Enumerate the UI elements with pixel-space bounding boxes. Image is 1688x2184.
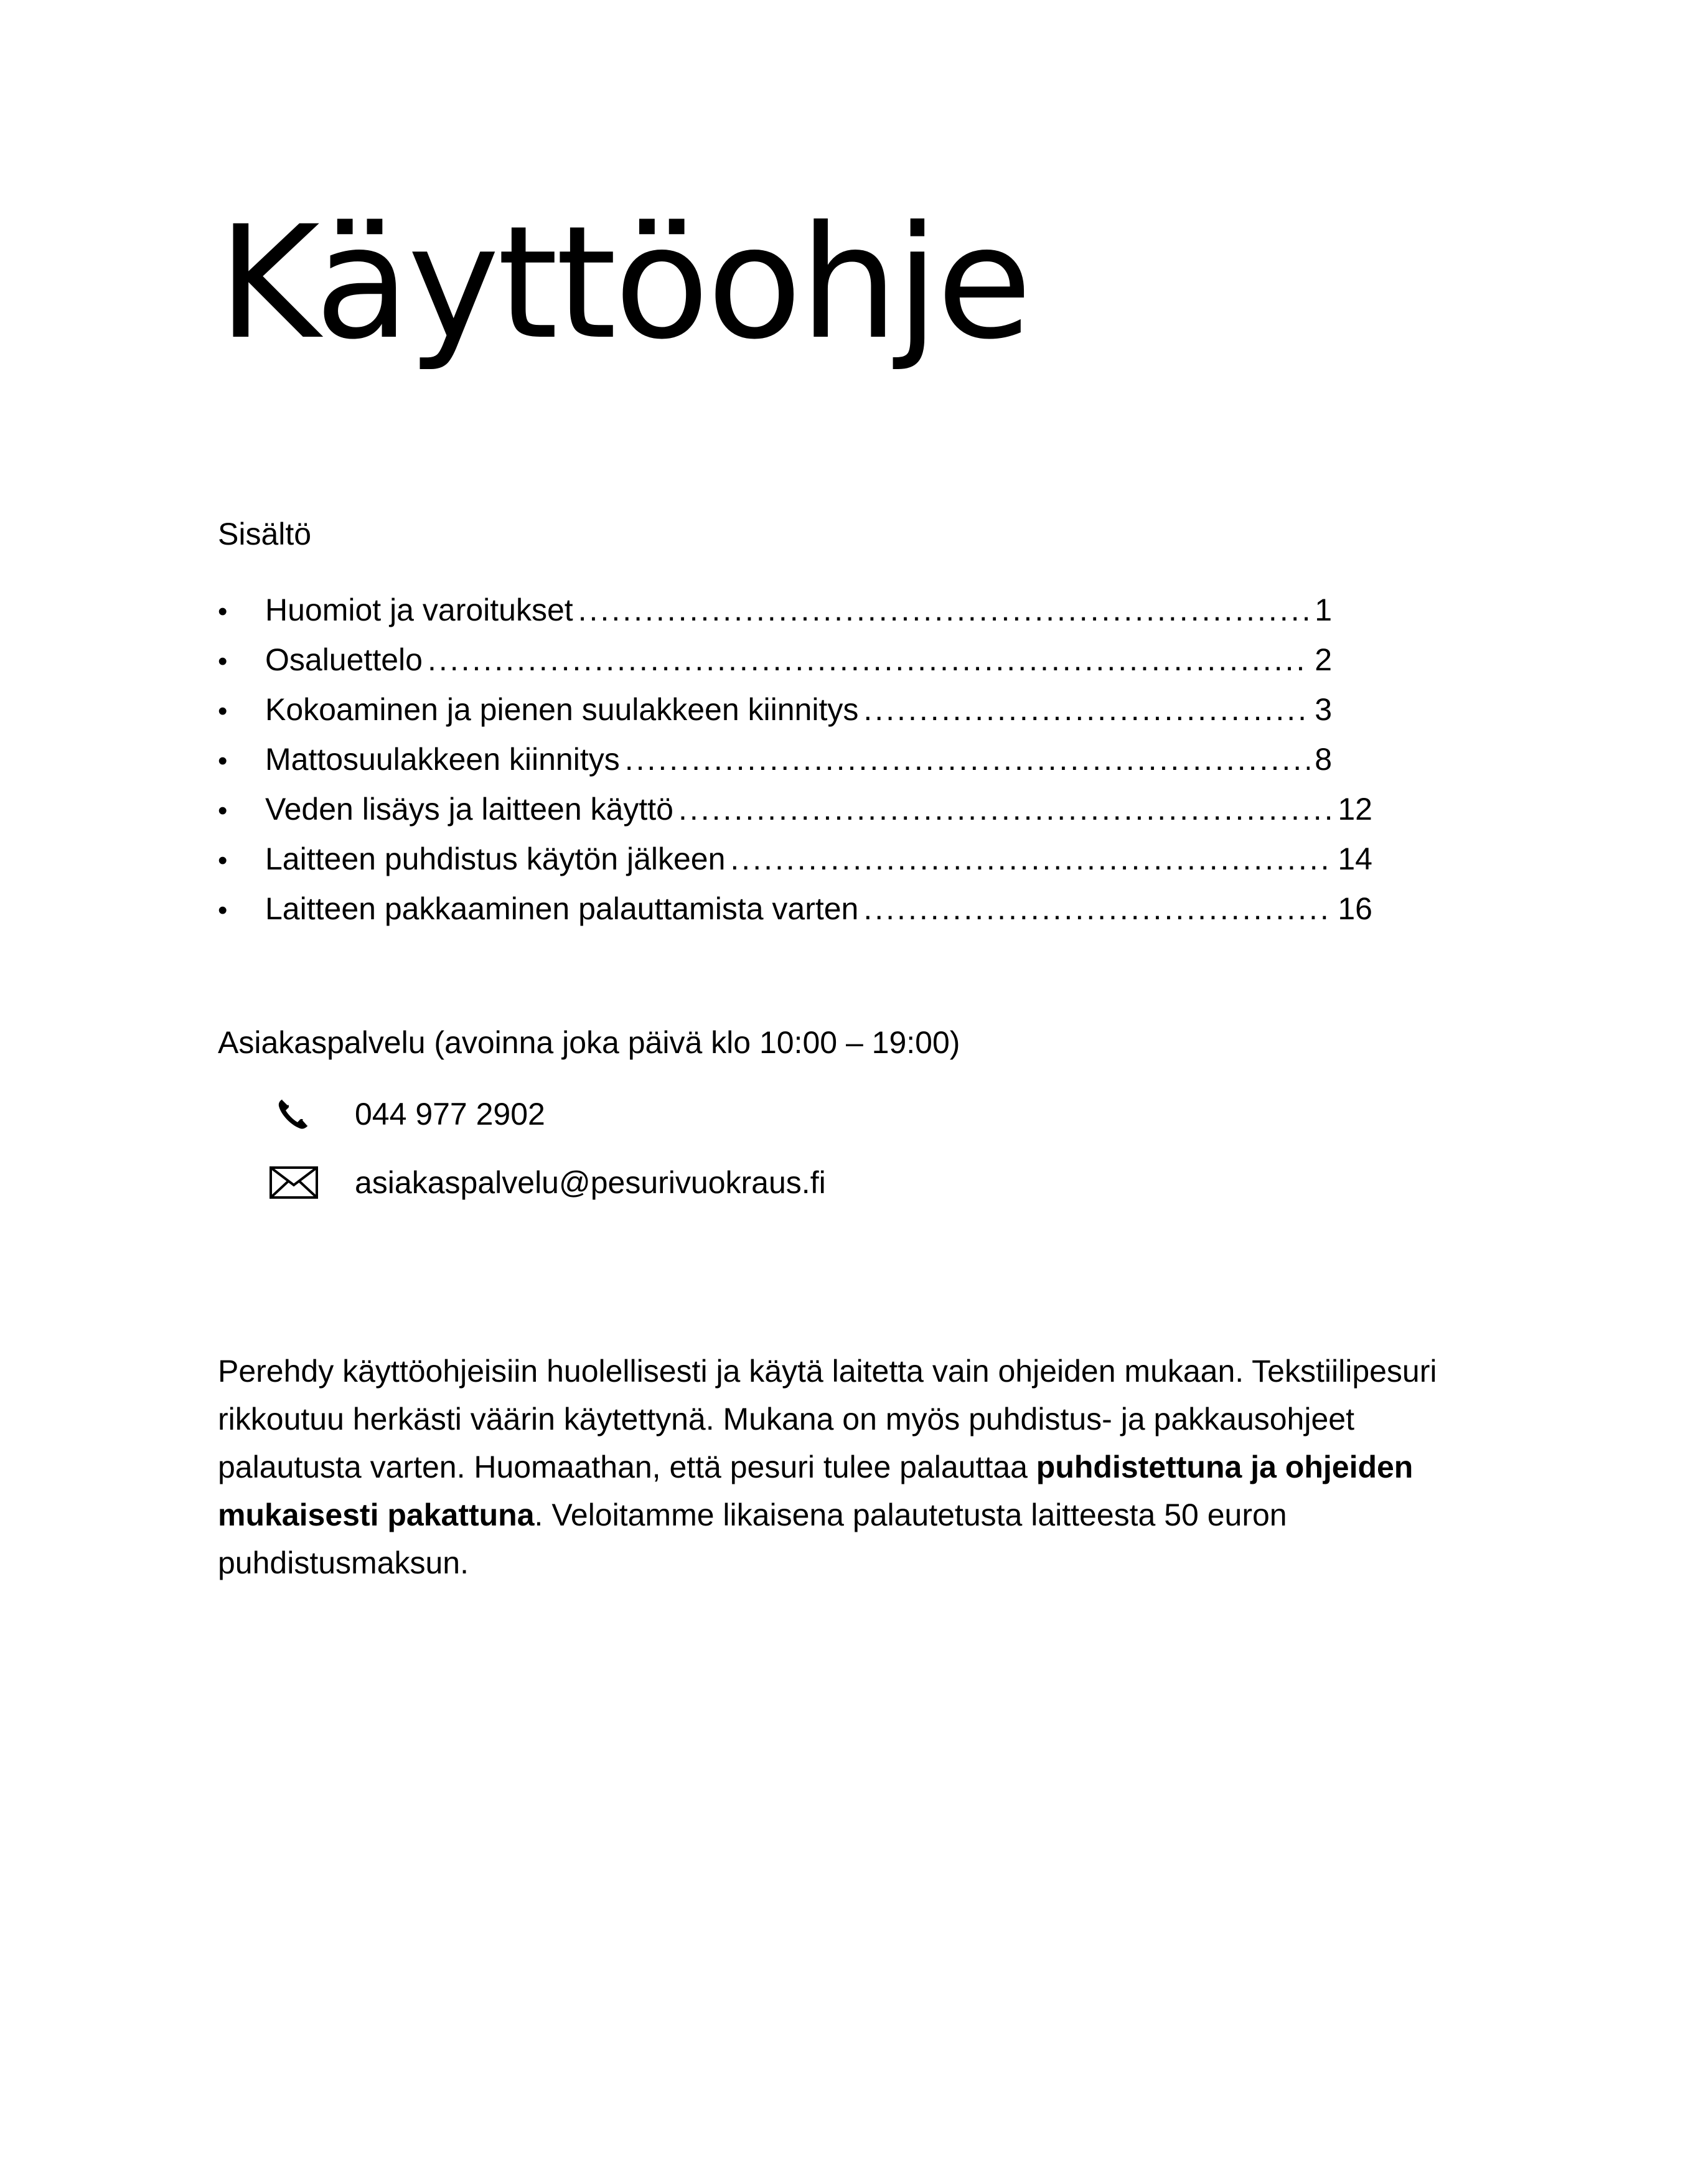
bullet-icon: • [218, 696, 228, 726]
bullet-icon: • [218, 746, 228, 776]
toc-item-page: 12 [1338, 792, 1372, 827]
phone-number[interactable]: 044 977 2902 [355, 1097, 545, 1132]
toc-leader-dots [863, 890, 1333, 927]
toc-item-page: 14 [1338, 841, 1372, 876]
toc-leader-dots [730, 840, 1333, 878]
notice-text-bold: puhdistettuna ja ohjeiden mukaisesti pakattuna [218, 1450, 1414, 1532]
toc-leader-dots [625, 741, 1310, 778]
phone-icon [269, 1095, 319, 1133]
phone-contact [269, 1095, 545, 1133]
toc-item [218, 840, 1372, 890]
bullet-icon: • [218, 795, 228, 826]
notice-text-end: . Veloitamme likaisena palautetusta laitteesta 50 euron puhdistusmaksun. [218, 1497, 1287, 1580]
toc-item-page: 3 [1315, 692, 1332, 727]
notice-paragraph [218, 1347, 1463, 1587]
toc-item-label: Osaluettelo [265, 642, 423, 677]
toc-item [218, 790, 1372, 840]
email-contact [269, 1164, 826, 1201]
customer-service-heading: Asiakaspalvelu (avoinna joka päivä klo 10:00 – 19:00) [218, 1025, 960, 1060]
toc-item-label: Huomiot ja varoitukset [265, 593, 573, 627]
toc-heading: Sisältö [218, 517, 312, 551]
toc-leader-dots [863, 691, 1310, 728]
toc-item-label: Laitteen puhdistus käytön jälkeen [265, 841, 726, 876]
document-title: Käyttöohje [218, 192, 1030, 373]
toc-item [218, 691, 1332, 741]
bullet-icon: • [218, 845, 228, 876]
toc-item [218, 591, 1332, 641]
toc-leader-dots [578, 591, 1310, 629]
toc-item-label: Mattosuulakkeen kiinnitys [265, 742, 620, 777]
envelope-icon [269, 1164, 319, 1201]
bullet-icon: • [218, 596, 228, 627]
toc-item-label: Laitteen pakkaaminen palauttamista varten [265, 891, 859, 926]
toc-item [218, 890, 1372, 940]
table-of-contents [218, 591, 1388, 940]
notice-text-start: Perehdy käyttöohjeisiin huolellisesti ja käytä laitetta vain ohjeiden mukaan. Tekstiilipesuri rikkoutuu herkästi väärin käytettynä. Mukana on myös puhdistus- ja pakkausohjeet palautusta varten. Huomaathan, että pesuri tulee palauttaa [218, 1354, 1437, 1484]
toc-item-page: 1 [1315, 593, 1332, 627]
bullet-icon: • [218, 646, 228, 677]
email-address[interactable]: asiakaspalvelu@pesurivuokraus.fi [355, 1165, 826, 1200]
toc-item [218, 741, 1332, 790]
toc-item-label: Veden lisäys ja laitteen käyttö [265, 792, 673, 827]
toc-item-page: 8 [1315, 742, 1332, 777]
bullet-icon: • [218, 895, 228, 926]
toc-item [218, 641, 1332, 691]
toc-leader-dots [678, 790, 1333, 828]
toc-item-page: 2 [1315, 642, 1332, 677]
toc-item-page: 16 [1338, 891, 1372, 926]
toc-leader-dots [428, 641, 1310, 678]
toc-item-label: Kokoaminen ja pienen suulakkeen kiinnitys [265, 692, 859, 727]
